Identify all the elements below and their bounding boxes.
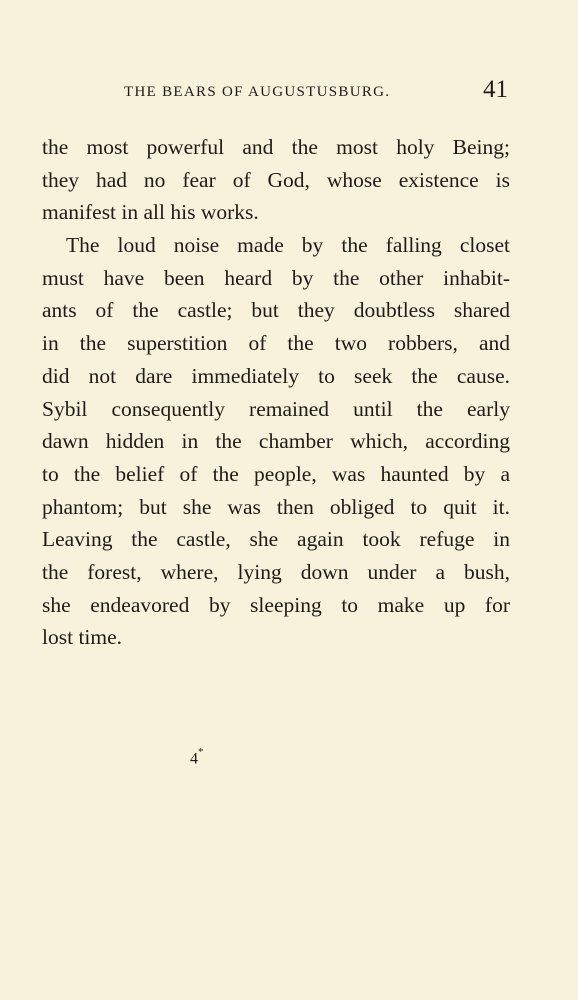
text-line: in the superstition of the two robbers, and [42,331,510,356]
page-number: 41 [483,76,508,103]
text-line: to the belief of the people, was haunted by a [42,461,510,486]
text-line: dawn hidden in the chamber which, according [42,429,510,454]
text-line: she endeavored by sleeping to make up for [42,592,510,617]
text-line: lost time. [42,625,123,650]
text-line: The loud noise made by the falling closet [66,233,510,258]
signature-mark [190,748,204,768]
text-line: ants of the castle; but they doubtless shared [42,298,510,323]
text-line: did not dare immediately to seek the cause. [42,363,510,388]
signature-number: 4 [190,750,198,768]
text-line: Leaving the castle, she again took refuge in [42,527,510,552]
text-line: phantom; but she was then obliged to quit it. [42,494,510,519]
text-line: the forest, where, lying down under a bush, [42,559,510,584]
text-line: Sybil consequently remained until the early [42,396,510,421]
running-head [42,76,510,108]
text-line: the most powerful and the most holy Being; [42,135,510,159]
running-title: THE BEARS OF AUGUSTUSBURG. [124,84,391,100]
body-text [42,131,510,654]
text-line: they had no fear of God, whose existence is [42,167,510,192]
text-line: must have been heard by the other inhabit- [42,265,510,290]
text-line: manifest in all his works. [42,200,259,225]
signature-asterisk: * [198,746,204,758]
